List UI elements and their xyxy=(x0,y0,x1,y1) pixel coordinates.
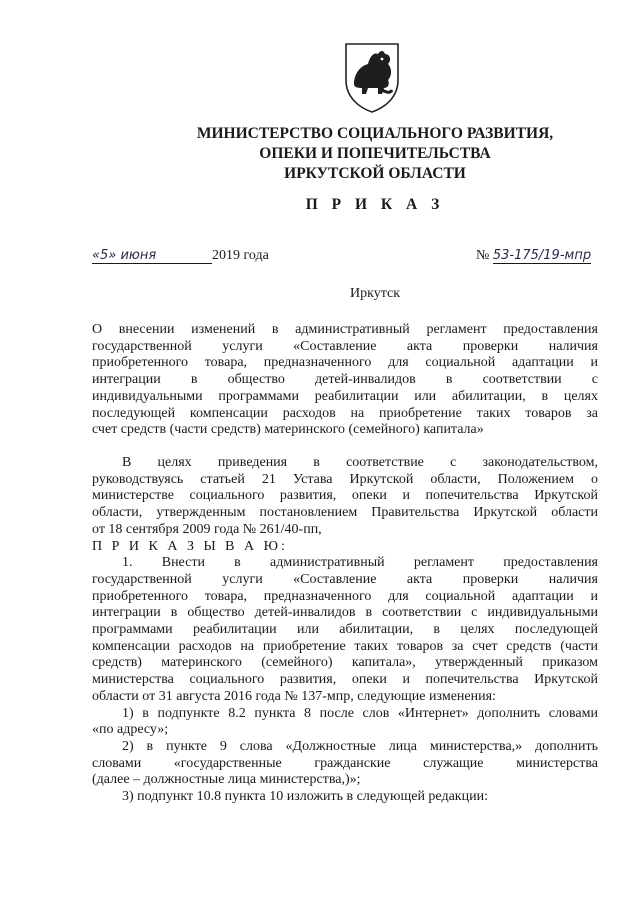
item1-line: министерства социального развития, опеки и попечительства Иркутской xyxy=(92,672,598,688)
subject-line: индивидуальными программами реабилитации или абилитации, в целях xyxy=(92,388,598,404)
ministry-name-line-1: МИНИСТЕРСТВО СОЦИАЛЬНОГО РАЗВИТИЯ, xyxy=(196,125,554,142)
preamble xyxy=(92,455,598,806)
ministry-name-line-3: ИРКУТСКОЙ ОБЛАСТИ xyxy=(284,165,466,182)
sub3-line: 3) подпункт 10.8 пункта 10 изложить в следующей редакции: xyxy=(122,789,488,805)
handwritten-date: «5» июня xyxy=(92,248,212,264)
order-title: П Р И К А З xyxy=(305,196,445,213)
item1-line: области от 31 августа 2016 года № 137-мпр, следующие изменения: xyxy=(92,688,496,704)
irkutsk-coat-of-arms-icon xyxy=(342,40,402,114)
item1-line: средств) материнского (семейного) капитала», утвержденный приказом xyxy=(92,655,598,671)
subject-line: государственной услуги «Составление акта проверки наличия xyxy=(92,338,598,354)
subject-line: последующей компенсации расходов на приобретение таких товаров за xyxy=(92,405,598,421)
item1-line: приобретенного товара, предназначенного для социальной адаптации и xyxy=(92,588,598,604)
sub2-line: 2) в пункте 9 слова «Должностные лица министерства,» дополнить xyxy=(122,738,598,754)
subject-line: приобретенного товара, предназначенного для социальной адаптации и xyxy=(92,355,598,371)
sub2-line: словами «государственные гражданские служащие министерства xyxy=(92,755,598,771)
item1-line: государственной услуги «Составление акта проверки наличия xyxy=(92,571,598,587)
city: Иркутск xyxy=(349,286,401,301)
preamble-line: руководствуясь статьей 21 Устава Иркутской области, Положением о xyxy=(92,471,598,487)
order-number xyxy=(476,248,591,264)
item1-line: компенсации расходов на приобретение таких товаров за счет средств (части xyxy=(92,638,598,654)
sub1-line: «по адресу»; xyxy=(92,722,169,738)
sub2-line: (далее – должностные лица министерства,)»; xyxy=(92,772,361,788)
sub1-line: 1) в подпункте 8.2 пункта 8 после слов «Интернет» дополнить словами xyxy=(122,705,598,721)
handwritten-number: 53-175/19-мпр xyxy=(492,248,592,263)
subject-line: счет средств (части средств) материнского (семейного) капитала» xyxy=(92,422,484,438)
ministry-name-line-2: ОПЕКИ И ПОПЕЧИТЕЛЬСТВА xyxy=(259,145,491,162)
number-prefix: № xyxy=(476,248,490,263)
item1-line: программами реабилитации или абилитации, в целях последующей xyxy=(92,622,598,638)
preamble-line: области, утвержденным постановлением Правительства Иркутской области xyxy=(92,505,598,521)
subject-line: интеграции в общество детей-инвалидов в соответствии с xyxy=(92,372,598,388)
date-year: 2019 года xyxy=(212,248,269,263)
preamble-line: министерстве социального развития, опеки и попечительства Иркутской xyxy=(92,488,598,504)
order-word: П Р И К А З Ы В А Ю: xyxy=(92,538,288,554)
item1-line: интеграции в общество детей-инвалидов в соответствии с индивидуальными xyxy=(92,605,598,621)
subject-line: О внесении изменений в административный регламент предоставления xyxy=(92,322,598,337)
preamble-line: В целях приведения в соответствие с законодательством, xyxy=(122,455,598,470)
preamble-line: от 18 сентября 2009 года № 261/40-пп, xyxy=(92,521,322,537)
item1-line: 1. Внести в административный регламент предоставления xyxy=(122,555,598,571)
order-subject xyxy=(92,322,598,439)
order-date xyxy=(92,248,269,264)
